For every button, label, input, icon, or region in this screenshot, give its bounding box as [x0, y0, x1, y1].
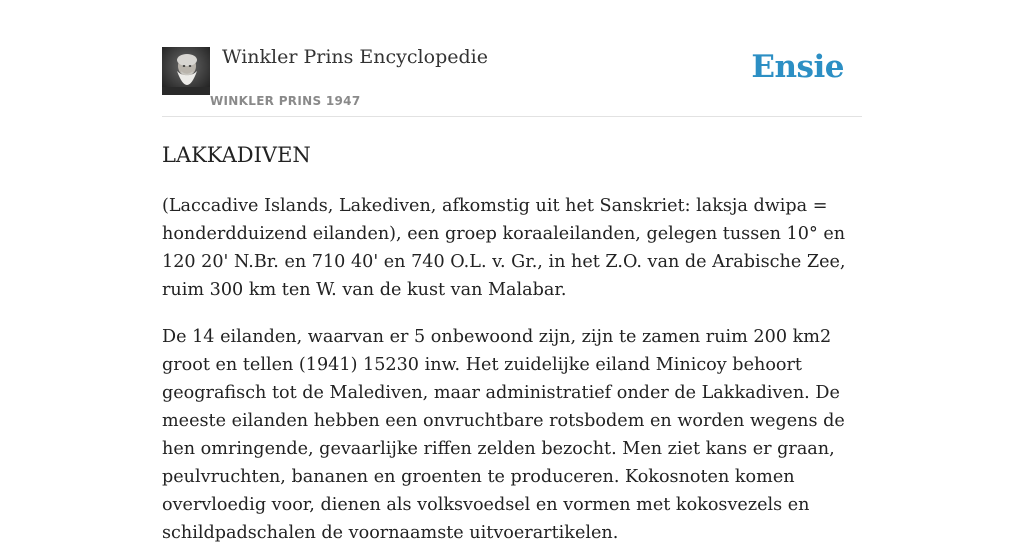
article-body	[162, 140, 862, 547]
article-paragraph-2: De 14 eilanden, waarvan er 5 onbewoond zijn, zijn te zamen ruim 200 km2 groot en tellen (1941) 15230 inw. Het zuidelijke eiland Minicoy behoort geografisch tot de Malediven, maar administratief onder de Lakkadiven. De meeste eilanden hebben een onvruchtbare rotsbodem en worden wegens de hen omringende, gevaarlijke riffen zelden bezocht. Men ziet kans er graan, peulvruchten, bananen en groenten te produceren. Kokosnoten komen overvloedig voor, dienen als volksvoedsel en vormen met kokosvezels en schildpadschalen de voornaamste uitvoerartikelen.	[162, 327, 845, 543]
bearded-man-portrait-icon	[162, 47, 210, 95]
publication-subtitle[interactable]: WINKLER PRINS 1947	[210, 94, 361, 108]
article-title: LAKKADIVEN	[162, 143, 311, 167]
article-paragraph-1: (Laccadive Islands, Lakediven, afkomstig uit het Sanskriet: laksja dwipa = honderdduizend eilanden), een groep koraaleilanden, gelegen tussen 10° en 120 20' N.Br. en 710 40' en 740 O.L. v. Gr., in het Z.O. van de Arabische Zee, ruim 300 km ten W. van de kust van Malabar.	[162, 196, 846, 300]
publication-header	[162, 40, 862, 117]
ensie-logo[interactable]: Ensie	[751, 49, 844, 85]
publication-title[interactable]: Winkler Prins Encyclopedie	[222, 46, 488, 68]
author-avatar-icon[interactable]	[162, 47, 210, 95]
